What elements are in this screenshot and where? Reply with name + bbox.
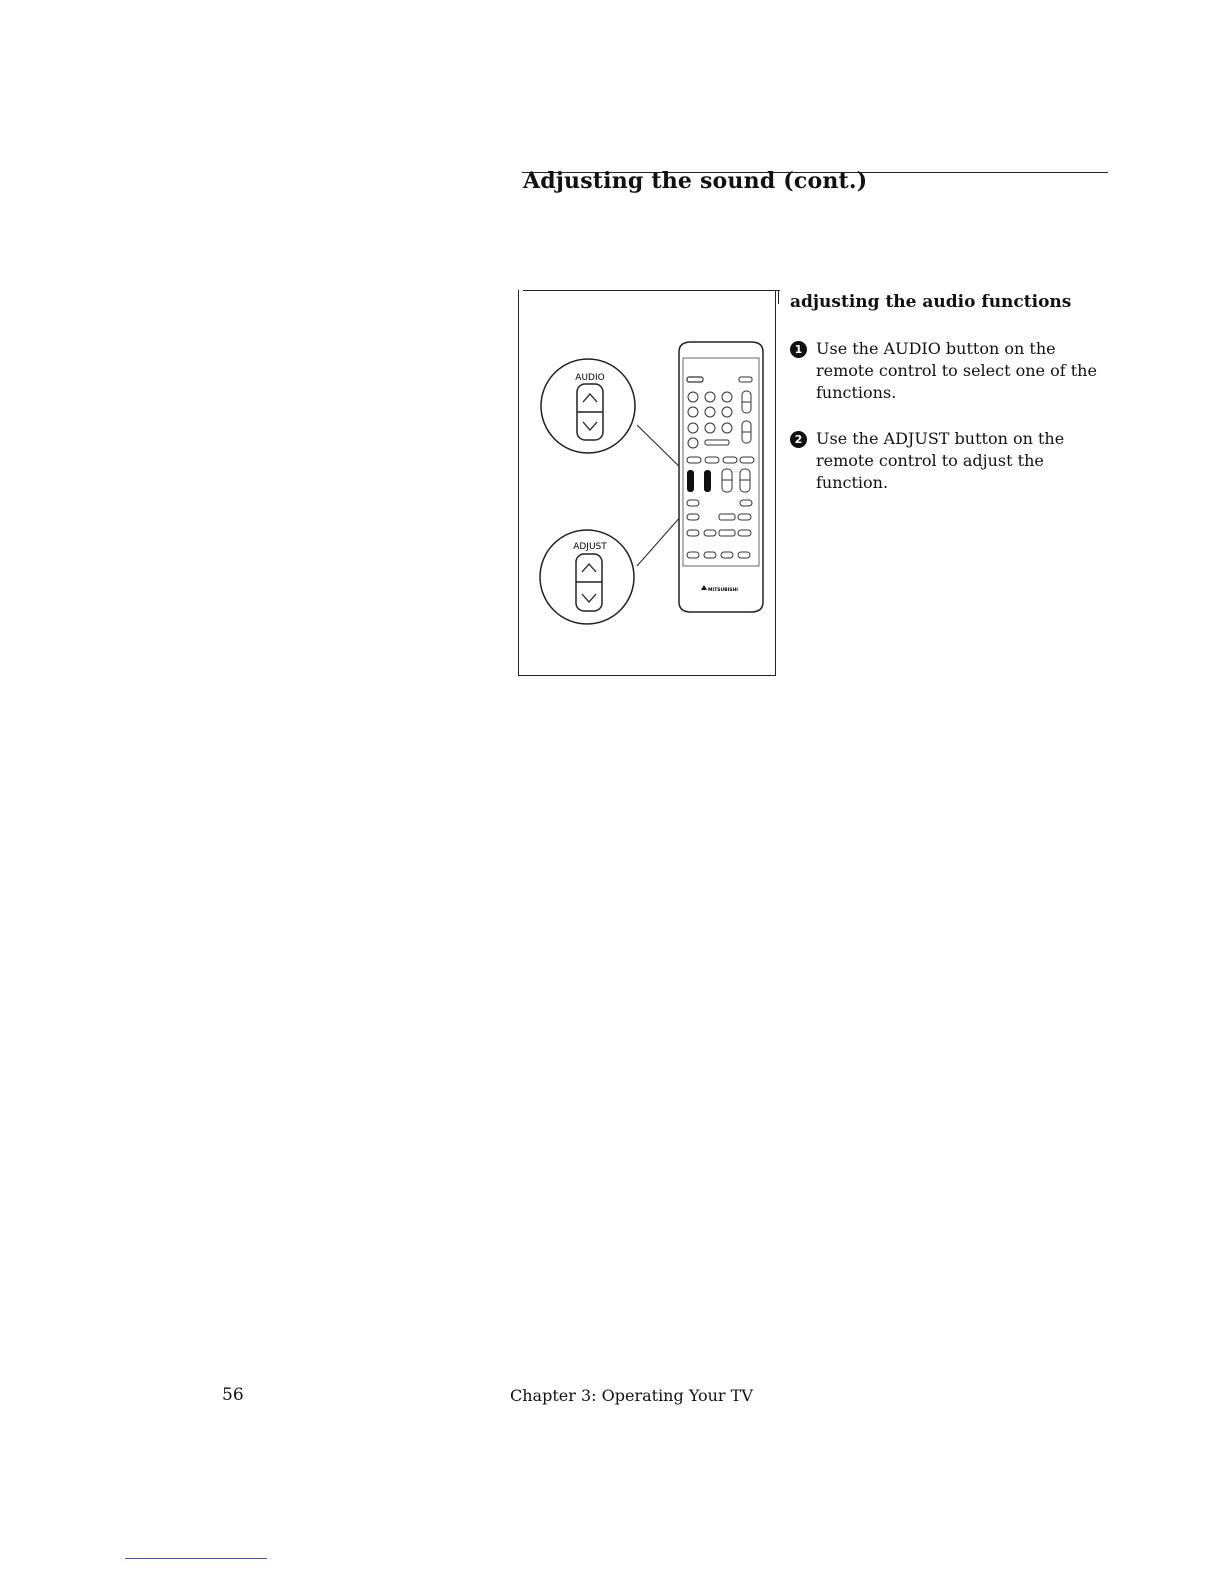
chapter-footer: Chapter 3: Operating Your TV <box>510 1386 753 1405</box>
bottom-rule <box>125 1558 267 1559</box>
audio-callout <box>541 359 635 453</box>
page-number: 56 <box>222 1385 244 1405</box>
audio-callout-label: AUDIO <box>575 373 605 383</box>
step-1-number-badge: 1 <box>790 341 807 358</box>
remote-control-body <box>679 342 763 612</box>
remote-control-figure <box>518 290 776 676</box>
remote-illustration <box>519 290 777 676</box>
step-2-text: Use the ADJUST button on the remote control to adjust the function. <box>816 429 1065 492</box>
page-title: Adjusting the sound (cont.) <box>523 168 868 194</box>
step-1-text: Use the AUDIO button on the remote control to select one of the functions. <box>816 339 1097 402</box>
figure-right-tick <box>778 290 779 304</box>
adjust-callout <box>540 530 634 624</box>
remote-brand-label: MITSUBISHI <box>708 588 738 593</box>
section-heading: adjusting the audio functions <box>790 292 1072 312</box>
remote-audio-button <box>687 470 694 492</box>
adjust-callout-label: ADJUST <box>573 542 607 552</box>
step-2-number-badge: 2 <box>790 431 807 448</box>
remote-adjust-button <box>704 470 711 492</box>
